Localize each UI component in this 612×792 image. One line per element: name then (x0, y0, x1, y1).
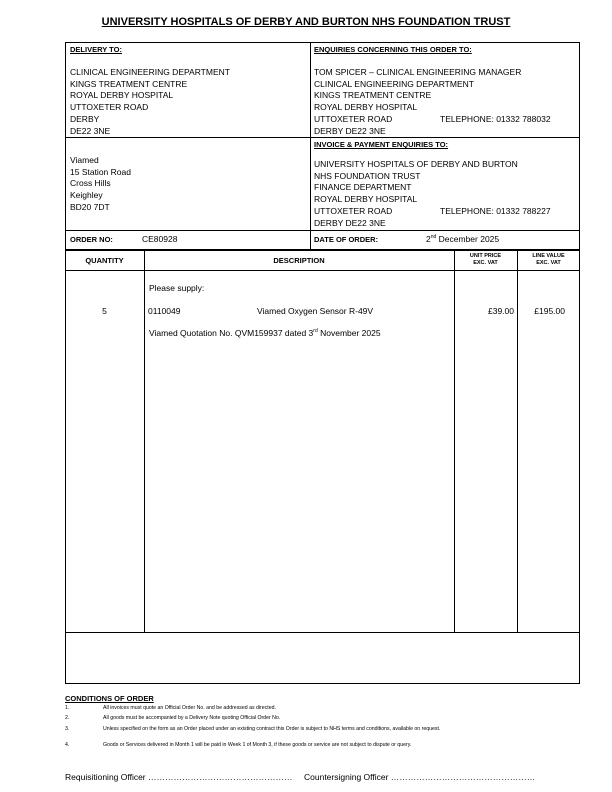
address-line: KINGS TREATMENT CENTRE (314, 90, 432, 101)
header-quantity: QUANTITY (85, 256, 124, 265)
address-line: Viamed (70, 155, 99, 165)
address-line: UTTOXETER ROAD (70, 102, 149, 113)
address-line: UTTOXETER ROAD (314, 205, 393, 216)
address-line: ROYAL DERBY HOSPITAL (314, 102, 418, 113)
requisitioning-officer-line: Requisitioning Officer …………………………………………… (65, 772, 293, 782)
header-description: DESCRIPTION (273, 256, 325, 265)
address-line: BD20 7DT (70, 201, 110, 212)
item-name: Viamed Oxygen Sensor R-49V (257, 306, 374, 316)
condition-number: 3. (65, 726, 70, 732)
conditions-title: CONDITIONS OF ORDER (65, 694, 154, 703)
address-line: FINANCE DEPARTMENT (314, 182, 412, 193)
condition-text: Unless specified on the form as an Order placed under an existing contract this Order is subject to NHS terms and conditions, available on request. (103, 726, 441, 732)
item-code: 0110049 (148, 306, 181, 316)
address-line: ROYAL DERBY HOSPITAL (314, 194, 418, 205)
condition-text: All goods must be accompanied by a Delivery Note quoting Official Order No. (103, 715, 281, 721)
address-line: CLINICAL ENGINEERING DEPARTMENT (314, 78, 474, 89)
table-footer-divider (65, 632, 580, 633)
address-line: UTTOXETER ROAD (314, 113, 393, 124)
invoice-telephone: TELEPHONE: 01332 788227 (440, 206, 551, 216)
condition-number: 1. (65, 705, 70, 711)
address-line: Cross Hills (70, 178, 111, 189)
please-supply: Please supply: (149, 283, 205, 293)
address-line: NHS FOUNDATION TRUST (314, 170, 421, 181)
header-unit-price: UNIT PRICE EXC. VAT (469, 253, 502, 266)
invoice-address (314, 159, 518, 229)
enquiries-label: ENQUIRIES CONCERNING THIS ORDER TO: (314, 45, 472, 54)
condition-text: Goods or Services delivered in Month 1 will be paid in Week 1 of Month 3, if these goods or service are not subject to dispute or query. (103, 742, 412, 748)
order-number: CE80928 (142, 234, 178, 244)
order-date-label: DATE OF ORDER: (314, 235, 379, 244)
invoice-label: INVOICE & PAYMENT ENQUIRIES TO: (314, 140, 449, 149)
condition-number: 4. (65, 742, 70, 748)
page-title: UNIVERSITY HOSPITALS OF DERBY AND BURTON NHS FOUNDATION TRUST (101, 16, 511, 28)
delivery-address (70, 67, 230, 137)
item-quantity: 5 (102, 306, 107, 316)
delivery-label: DELIVERY TO: (70, 45, 122, 54)
address-line: DERBY (70, 113, 100, 124)
address-line: 15 Station Road (70, 166, 131, 177)
address-line: Keighley (70, 190, 103, 201)
address-line: CLINICAL ENGINEERING DEPARTMENT (70, 67, 230, 77)
address-line: DERBY DE22 3NE (314, 217, 386, 228)
countersigning-officer-line: Countersigning Officer …………………………………………… (304, 772, 536, 782)
table-header-divider (65, 270, 580, 271)
order-row-divider (65, 230, 580, 231)
item-unit-price: £39.00 (488, 306, 514, 316)
address-divider (310, 42, 311, 250)
item-line-value: £195.00 (534, 306, 565, 316)
address-line: KINGS TREATMENT CENTRE (70, 78, 188, 89)
address-line: UNIVERSITY HOSPITALS OF DERBY AND BURTON (314, 159, 518, 169)
header-line-value: LINE VALUE EXC. VAT (532, 253, 565, 266)
address-line: TOM SPICER – CLINICAL ENGINEERING MANAGER (314, 67, 522, 77)
enquiries-address (314, 67, 521, 137)
address-line: ROYAL DERBY HOSPITAL (70, 90, 174, 101)
quotation-reference: Viamed Quotation No. QVM159937 dated 3rd November 2025 (149, 328, 381, 338)
order-number-label: ORDER NO: (70, 235, 113, 244)
address-line: DERBY DE22 3NE (314, 125, 386, 136)
order-date: 2nd December 2025 (426, 234, 500, 244)
condition-number: 2. (65, 715, 70, 721)
address-line: DE22 3NE (70, 125, 111, 136)
condition-text: All invoices must quote an Official Order No. and be addressed as directed. (103, 705, 276, 711)
supplier-address (70, 155, 131, 214)
enquiries-telephone: TELEPHONE: 01332 788032 (440, 114, 551, 124)
col-divider-quantity (144, 250, 145, 632)
